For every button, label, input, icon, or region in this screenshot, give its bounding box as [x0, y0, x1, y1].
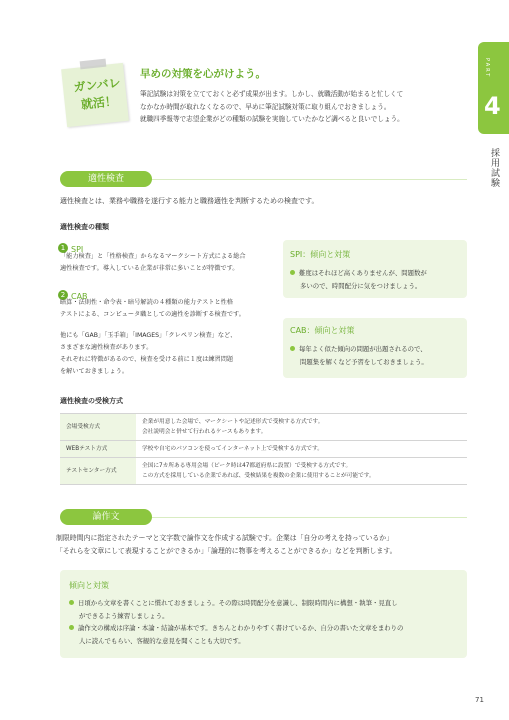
cab-description — [60, 297, 285, 321]
method-description — [136, 458, 467, 485]
method-name: WEBテスト方式 — [60, 441, 136, 458]
cab-tips-box — [283, 318, 467, 378]
bullet-icon — [290, 270, 295, 275]
methods-heading: 適性検査の受検方式 — [60, 397, 123, 405]
aptitude-intro: 適性検査とは、業務や職務を遂行する能力と職務適性を判断するための検査です。 — [60, 197, 319, 205]
tip-line: なかなか時間が取れなくなるので、早めに筆記試験対策に取り組んでおきましょう。 — [140, 102, 391, 111]
spi-tips-box — [283, 240, 467, 298]
note-line: ガンバレ — [72, 75, 122, 95]
text-line: 学校や自宅のパソコンを使ってインターネット上で受検する方式です。 — [142, 446, 323, 452]
methods-table — [60, 413, 467, 485]
text-line: 企業が用意した会場で、マークシートや記述形式で受検する方式です。 — [142, 419, 324, 425]
page-number: 71 — [475, 696, 484, 704]
bullet-icon — [69, 625, 74, 630]
cab-tips-title: CAB：傾向と対策 — [290, 326, 355, 335]
essay-tips-title: 傾向と対策 — [69, 581, 109, 590]
text-line: 人に読んでもらい、客観的な意見を聞くことも大切です。 — [79, 636, 245, 645]
bullet-icon — [69, 600, 74, 605]
tip-item — [69, 635, 464, 648]
text-line: ができるよう練習しましょう。 — [79, 611, 169, 620]
method-name: テストセンター方式 — [60, 458, 136, 485]
text-line: 適性検査です。導入している企業が非常に多いことが特徴です。 — [60, 265, 239, 272]
text-line: 会社説明会と併せて行われるケースもあります。 — [142, 429, 267, 435]
other-tests — [60, 330, 285, 378]
essay-tips-list — [69, 597, 464, 647]
chapter-title: 採用試験 — [489, 148, 499, 188]
note-line: 就活！ — [80, 94, 118, 112]
tip-item — [69, 610, 464, 623]
text-line: 多いので、時間配分に気をつけましょう。 — [300, 281, 422, 290]
part-tab — [478, 42, 509, 134]
cab-title: CAB — [71, 292, 88, 301]
tip-item — [290, 280, 465, 293]
tip-item — [69, 622, 464, 635]
spi-tips-title: SPI：傾向と対策 — [290, 250, 351, 259]
method-description — [136, 441, 467, 458]
text-line: 論作文の構成は序論・本論・結論が基本です。きちんとわかりやすく書けているか、自分の書いた文章をまわりの — [78, 624, 404, 632]
tip-body — [140, 88, 470, 126]
text-line: 毎年よく似た傾向の問題が出題されるので、 — [299, 345, 427, 353]
tip-title: 早めの対策を心がけよう。 — [140, 68, 266, 80]
text-line: 難度はそれほど高くありませんが、問題数が — [299, 269, 427, 277]
method-description — [136, 414, 467, 441]
tip-item — [290, 343, 465, 356]
text-line: 制限時間内に指定されたテーマと文字数で論作文を作成する試験です。企業は「自分の考えを持っているか」 — [56, 534, 394, 542]
cab-tips-item — [290, 343, 465, 368]
text-line: 「能力検査」と「性格検査」からなるマークシート方式による総合 — [60, 253, 246, 260]
method-name: 会場受検方式 — [60, 414, 136, 441]
types-heading: 適性検査の種類 — [60, 223, 109, 231]
text-line: 暗算・法則性・命令表・暗号解読の４種類の能力テストと性格 — [60, 299, 234, 306]
tip-line: 就職四季報等で志望企業がどの種類の試験を実施していたかなど調べると良いでしょう。 — [140, 115, 404, 123]
spi-description — [60, 251, 285, 275]
table-row — [60, 458, 467, 485]
section-label-essay: 論作文 — [60, 509, 152, 525]
table-row — [60, 441, 467, 458]
text-line: 問題集を解くなど予習をしておきましょう。 — [300, 357, 428, 366]
essay-tips-box — [60, 570, 467, 658]
note-text — [70, 73, 125, 114]
text-line: 日頃から文章を書くことに慣れておきましょう。その際は時間配分を意識し、制限時間内に構想・執筆・見直し — [78, 599, 398, 607]
text-line: 「それらを文章にして表現することができるか」「論理的に物事を考えることができるか」などを判断します。 — [56, 547, 397, 555]
number-badge: 2 — [58, 290, 68, 300]
spi-title: SPI — [71, 245, 84, 254]
text-line: この方式を採用している企業であれば、受検結果を複数の企業に使用することが可能です。 — [142, 473, 375, 479]
tip-item — [290, 267, 465, 280]
part-number: 4 — [484, 92, 501, 120]
number-badge: 1 — [58, 243, 68, 253]
text-line: テストによる、コンピュータ職としての適性を診断する検査です。 — [60, 311, 245, 318]
tip-item — [69, 597, 464, 610]
table-row — [60, 414, 467, 441]
spi-tips-item — [290, 267, 465, 292]
part-label: PART — [484, 58, 490, 79]
text-line: 全国に7カ所ある専用会場（ピーク時は47都道府県に設置）で受検する方式です。 — [142, 463, 352, 469]
section-label-aptitude: 適性検査 — [60, 171, 152, 187]
text-line: さまざまな適性検査があります。 — [60, 344, 153, 351]
text-line: を解いておきましょう。 — [60, 368, 129, 375]
essay-intro — [56, 532, 476, 558]
bullet-icon — [290, 346, 295, 351]
tip-item — [290, 356, 465, 369]
text-line: それぞれに特徴があるので、検査を受ける前に１度は練習問題 — [60, 356, 234, 363]
text-line: 他にも「GAB」「玉手箱」「IMAGES」「クレペリン検査」など、 — [60, 332, 237, 339]
tip-line: 筆記試験は対策を立てておくと必ず成果が出ます。しかし、就職活動が始まると忙しくて — [140, 90, 404, 98]
